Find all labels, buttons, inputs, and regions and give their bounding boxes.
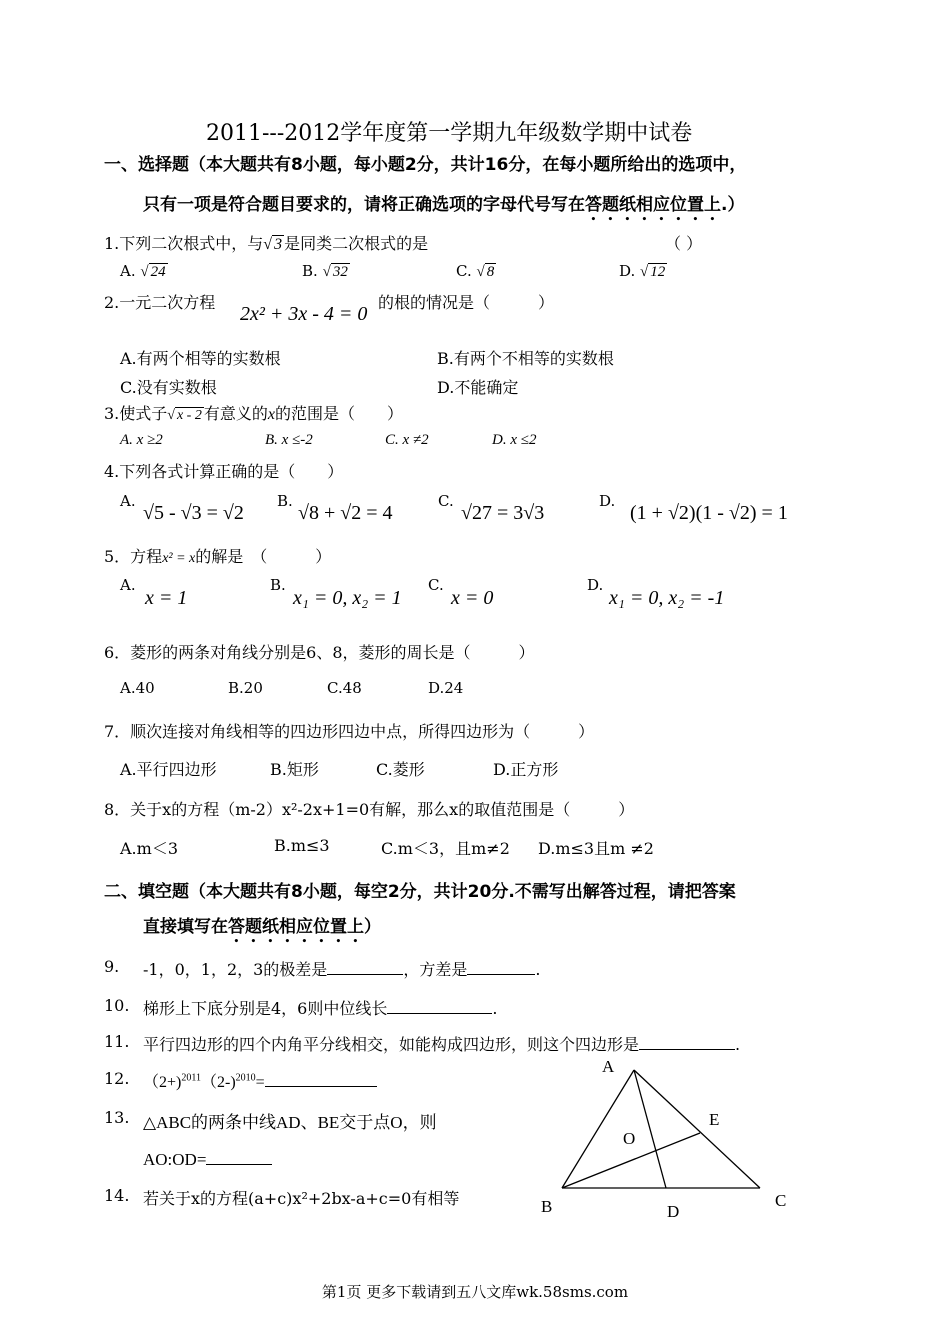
q4-option-b-label: B. (277, 492, 293, 510)
q4-option-d: (1 + √2)(1 - √2) = 1 (630, 502, 788, 524)
q1-option-c-value: 8 (486, 264, 495, 280)
q5-option-b-label: B. (270, 576, 286, 594)
label-d: D (667, 1202, 680, 1221)
q12-base1: （2+) (143, 1074, 182, 1091)
q1-stem (104, 231, 428, 254)
q2-option-a: A.有两个相等的实数根 (120, 349, 281, 368)
q1-option-b-value: 32 (332, 264, 348, 280)
q1-option-a-value: 24 (150, 264, 166, 280)
footer: 第1页 更多下载请到五八文库wk.58sms.com (321, 1283, 629, 1301)
q4-option-b: √8 + √2 = 4 (298, 502, 393, 524)
q12-exp2: 2010 (235, 1072, 256, 1084)
section1-emphasis: 答题纸相应位置上 (585, 195, 721, 215)
q5-stem-text: 5．方程 (104, 547, 163, 566)
q4-option-d-label: D. (599, 492, 616, 510)
q1-radical: √ 3 (263, 236, 283, 253)
q5-option-b: x₁ = 0, x₂ = 1 (293, 587, 402, 609)
side-ac (634, 1070, 760, 1188)
section2-emphasis: 答题纸相应位置上 (228, 917, 364, 937)
q11-text-body: 平行四边形的四个内角平分线相交，如能构成四边形，则这个四边形是 (143, 1035, 640, 1054)
q12-base2: （2-) (201, 1074, 236, 1091)
q2-stem-tail: 的根的情况是（ ） (378, 293, 555, 312)
q1-option-c: C. √ 8 (456, 262, 495, 280)
q1-paren: （ ） (665, 234, 703, 253)
q1-radicand: 3 (274, 236, 283, 253)
q12-eqsign: = (255, 1074, 265, 1091)
label-c: C (775, 1191, 787, 1210)
q1-option-b: B. √ 32 (302, 262, 348, 280)
q13-ratio-label: AO:OD= (143, 1150, 207, 1169)
q7-stem: 7．顺次连接对角线相等的四边形四边中点，所得四边形为（ ） (104, 722, 595, 741)
q9-text-b: ，方差是 (403, 960, 468, 979)
q7-option-c: C.菱形 (376, 760, 425, 779)
q7-option-d: D.正方形 (493, 760, 559, 779)
q1-stem-tail: 是同类二次根式的是 (284, 234, 429, 253)
q8-option-a: A.m＜3 (120, 839, 178, 858)
q9-number: 9. (104, 957, 120, 976)
q6-option-d: D.24 (428, 679, 464, 697)
q4-option-a-label: A. (120, 492, 136, 510)
q5-stem-tail: 的解是 （ ） (195, 547, 332, 566)
q1-option-c-label: C. (456, 262, 472, 280)
q8-stem: 8．关于x的方程（m-2）x²-2x+1=0有解，那么x的取值范围是（ ） (104, 800, 635, 819)
q3-stem-tail: 的范围是（ ） (274, 404, 403, 423)
q10-text (143, 996, 497, 1019)
q3-radical: √ x - 2 (167, 408, 202, 423)
q9-blank-variance[interactable] (467, 974, 535, 975)
q6-option-a: A.40 (120, 679, 155, 697)
label-e: E (709, 1110, 720, 1129)
label-b: B (541, 1197, 553, 1216)
q5-option-a-label: A. (120, 576, 136, 594)
q3-stem (104, 401, 403, 424)
q3-radicand: x - 2 (176, 408, 202, 423)
q5-option-c: x = 0 (451, 587, 494, 609)
page-title: 2011---2012学年度第一学期九年级数学期中试卷 (206, 121, 693, 146)
q2-option-d: D.不能确定 (437, 378, 519, 397)
section2-heading-line2 (143, 912, 381, 947)
section1-heading-line2 (143, 190, 744, 225)
triangle-figure (530, 1050, 820, 1230)
q1-option-d: D. √ 12 (619, 262, 666, 280)
label-o: O (623, 1129, 636, 1148)
q8-option-b: B.m≤3 (274, 836, 330, 855)
q4-option-c-label: C. (438, 492, 454, 510)
q1-stem-text: 1.下列二次根式中，与 (104, 234, 264, 253)
q2-equation: 2x² + 3x - 4 = 0 (240, 303, 368, 325)
q8-option-d: D.m≤3且m ≠2 (538, 839, 654, 858)
section1-instruction-end: .） (721, 195, 745, 215)
q9-end: . (535, 960, 541, 979)
q14-text: 若关于x的方程(a+c)x²+2bx-a+c=0有相等 (143, 1189, 460, 1208)
label-a: A (602, 1057, 615, 1076)
section2-instruction-end: ） (364, 917, 381, 937)
q6-stem: 6．菱形的两条对角线分别是6、8，菱形的周长是（ ） (104, 643, 535, 662)
q2-stem: 2.一元二次方程 (104, 293, 216, 312)
q11-number: 11. (104, 1032, 130, 1051)
median-ad (634, 1070, 666, 1188)
q13-blank[interactable] (206, 1164, 272, 1165)
q6-option-c: C.48 (327, 679, 362, 697)
q12-exp1: 2011 (181, 1072, 201, 1084)
section1-heading: 一、选择题（本大题共有8小题，每小题2分，共计16分，在每小题所给出的选项中， (104, 155, 747, 175)
q5-equation: x² = x (162, 551, 196, 566)
q5-option-a: x = 1 (145, 587, 188, 609)
q13-text: △ABC的两条中线AD、BE交于点O，则 (143, 1113, 437, 1132)
q11-end: . (735, 1035, 741, 1054)
section2-heading: 二、填空题（本大题共有8小题，每空2分，共计20分.不需写出解答过程，请把答案 (104, 882, 736, 902)
q1-option-a: A. √ 24 (120, 262, 166, 280)
q9-blank-range[interactable] (327, 974, 403, 975)
q9-text-a: -1，0，1，2，3的极差是 (143, 960, 328, 979)
q1-option-d-label: D. (619, 262, 636, 280)
q4-option-a: √5 - √3 = √2 (143, 502, 244, 524)
q10-text-body: 梯形上下底分别是4，6则中位线长 (143, 999, 388, 1018)
q3-option-b: B. x ≤-2 (265, 432, 313, 448)
q5-stem (104, 544, 331, 567)
q3-variable: x (267, 406, 275, 423)
q10-end: . (492, 999, 498, 1018)
q12-blank[interactable] (265, 1086, 377, 1087)
q5-option-d-label: D. (587, 576, 604, 594)
q10-number: 10. (104, 996, 130, 1015)
q12-text (143, 1069, 377, 1092)
q13-number: 13. (104, 1108, 130, 1127)
q6-option-b: B.20 (228, 679, 263, 697)
q5-option-c-label: C. (428, 576, 444, 594)
q3-option-c: C. x ≠2 (385, 432, 429, 448)
section1-instruction: 只有一项是符合题目要求的，请将正确选项的字母代号写在 (143, 195, 585, 215)
q2-option-b: B.有两个不相等的实数根 (437, 349, 614, 368)
q12-number: 12. (104, 1069, 130, 1088)
q10-blank[interactable] (387, 1013, 492, 1014)
q9-text (143, 957, 540, 980)
q3-stem-mid: 有意义的 (203, 404, 268, 423)
section2-instruction: 直接填写在 (143, 917, 228, 937)
q3-option-a: A. x ≥2 (120, 432, 163, 448)
q8-option-c: C.m＜3，且m≠2 (381, 839, 510, 858)
q1-option-b-label: B. (302, 262, 318, 280)
q14-number: 14. (104, 1186, 130, 1205)
q13-line2 (143, 1150, 272, 1170)
q1-option-a-label: A. (120, 262, 136, 280)
q7-option-a: A.平行四边形 (120, 760, 217, 779)
q4-stem: 4.下列各式计算正确的是（ ） (104, 462, 344, 481)
q1-option-d-value: 12 (650, 264, 666, 280)
q3-option-d: D. x ≤2 (492, 432, 537, 448)
q5-option-d: x₁ = 0, x₂ = -1 (609, 587, 725, 609)
q4-option-c: √27 = 3√3 (461, 502, 545, 524)
q2-option-c: C.没有实数根 (120, 378, 217, 397)
q3-stem-text: 3.使式子 (104, 404, 168, 423)
q7-option-b: B.矩形 (270, 760, 319, 779)
